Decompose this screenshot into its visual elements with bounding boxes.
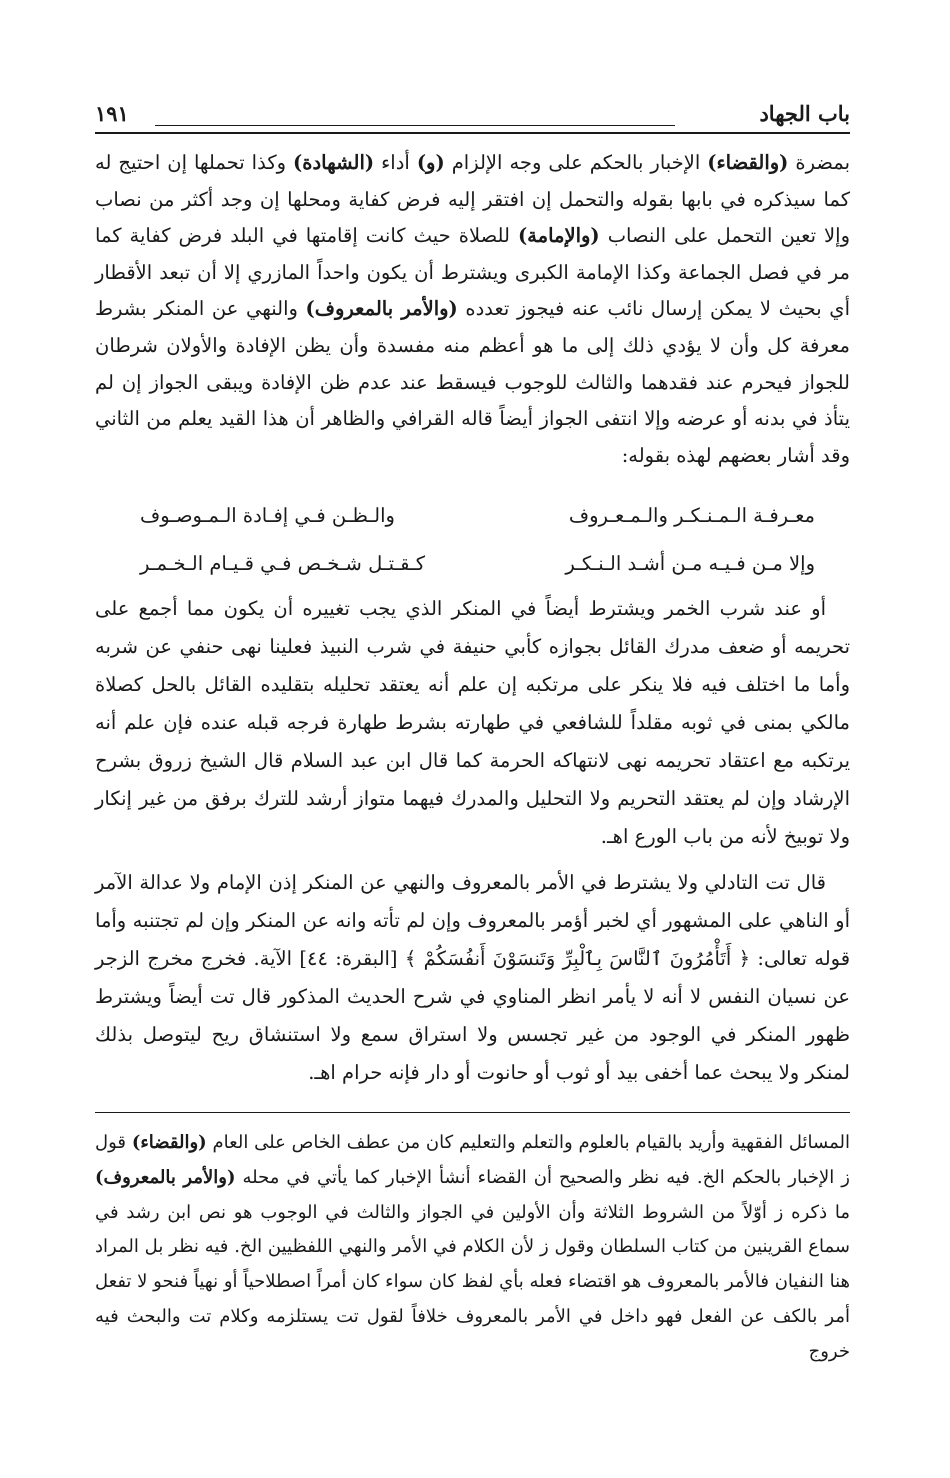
paragraph-2: أو عند شرب الخمر ويشترط أيضاً في المنكر الذي يجب تغييره أن يكون مما أجمع على تحريمه أو ضعف مدرك القائل بجوازه كأبي حنيفة في شرب النبيذ فعلينا نهى حنفي عن شربه وأما ما اختلف فيه فلا ينكر على مرتكبه إن علم أنه يعتقد تحليله بتقليده القائل بالحل كصلاة مالكي بمنى في ثوبه مقلداً للشافعي في طهارته بشرط طهارة فرجه قبله عنده فإن علم أنه يرتكبه مع اعتقاد تحريمه نهى لانتهاكه الحرمة كما قال ابن عبد السلام قال الشيخ زروق بشرح الإرشاد وإن لم يعتقد التحريم ولا التحليل والمدرك فيهما متواز أرشد للترك برفق من غير إنكار ولا توبيخ لأنه من باب الورع اهـ. [95, 597, 850, 848]
paragraph-3 [95, 864, 850, 1092]
keyword-qada: (والقضاء) [707, 151, 789, 174]
main-text [95, 145, 850, 474]
text-run: الإخبار بالحكم على وجه الإلزام [451, 151, 701, 174]
text-run: [البقرة: ٤٤] الآية. فخرج مخرج الزجر عن نسيان النفس لا أنه لا يأمر انظر المناوي في شرح الحديث المذكور قال تت أيضاً ويشترط ظهور المنكر في الوجود من غير تجسس ولا استراق سمع ولا استنشاق ريح ليتوصل بذلك لمنكر ولا يبحث عما أخفى بيد أو ثوب أو حانوت أو دار فإنه حرام اهـ. [95, 947, 850, 1084]
keyword-shahada: (الشهادة) [293, 151, 375, 174]
chapter-title: باب الجهاد [759, 101, 850, 126]
poem-hemistich-right: وإلا مـن فـيـه مـن أشـد الـنـكـر [565, 552, 815, 575]
poem-hemistich-left: كـقـتـل شـخـص فـي قـيـام الـخـمـر [140, 552, 426, 575]
keyword-amr-maruf: (والأمر بالمعروف) [95, 1166, 236, 1188]
text-run: أداء [381, 151, 410, 174]
quran-quote: ﴿ أَتَأْمُرُونَ ٱلنَّاسَ بِٱلْبِرِّ وَتَنسَوْنَ أَنفُسَكُمْ ﴾ [404, 947, 751, 970]
text-run: المسائل الفقهية وأريد بالقيام بالعلوم والتعلم والتعليم كان من عطف الخاص على العام [212, 1132, 850, 1153]
poem-line-2 [140, 546, 815, 582]
keyword-waw: (و) [416, 151, 445, 174]
keyword-qada: (والقضاء) [131, 1132, 207, 1153]
footnote-paragraph [95, 1126, 850, 1370]
running-header [95, 88, 850, 134]
header-rule [155, 125, 675, 126]
keyword-amr-maruf: (والأمر بالمعروف) [305, 297, 458, 321]
text-run: والنهي عن المنكر بشرط معرفة كل وأن لا يؤدي ذلك إلى ما هو أعظم منه مفسدة وأن يظن الإفادة والأولان شرطان للجواز فيحرم عند فقدهما والثالث للوجوب فيسقط عند عدم ظن الإفادة ويبقى الجواز إن لم يتأذ في بدنه أو عرضه وإلا انتفى الجواز أيضاً قاله القرافي والظاهر أن هذا القيد يعلم من الثاني وقد أشار بعضهم لهذه بقوله: [95, 297, 850, 467]
text-run: للصلاة حيث كانت إقامتها في البلد فرض كفاية كما مر في فصل الجماعة وكذا الإمامة الكبرى ويشترط أن يكون واحداً المازري إلا أن تبعد الأقطار أي بحيث لا يمكن إرسال نائب عنه فيجوز تعدده [95, 224, 850, 321]
text-run: ما ذكره ز أوّلاً من الشروط الثلاثة وأن الأولين في الجواز والثالث في الوجوب هو نص ابن رشد في سماع القرينين من كتاب السلطان وقول ز لأن الكلام في الأمر والنهي اللفظيين الخ. فيه نظر بل المراد هنا النفيان فالأمر بالمعروف هو اقتضاء فعله بأي لفظ كان سواء كان أمراً اصطلاحياً أو نهياً فنحو لا تفعل أمر بالكف عن الفعل فهو داخل في الأمر بالمعروف خلافاً لقول تت يستلزمه وكلام تت والبحث فيه خروج [95, 1201, 850, 1362]
text-run: بمضرة [795, 151, 850, 174]
paragraph-1 [95, 145, 850, 474]
main-text-continued [95, 590, 850, 1092]
text-run: وكذا تحملها إن احتيج له كما سيذكره في بابها بقوله والتحمل إن افتقر إليه فرض كفاية ومحلها إن وجد أكثر من نصاب وإلا تعين التحمل على النصاب [95, 151, 851, 248]
poem-hemistich-right: معـرفـة الـمـنـكـر والـمـعـروف [568, 504, 815, 527]
poem-line-1 [140, 498, 815, 534]
poem-hemistich-left: والـظـن فـي إفـادة الـمـوصـوف [140, 504, 395, 527]
page-number: ١٩١ [95, 101, 129, 126]
text-run: قال تت التادلي ولا يشترط في الأمر بالمعروف والنهي عن المنكر إذن الإمام ولا عدالة الآمر أو الناهي على المشهور أي لخبر أؤمر بالمعروف وإن لم تأته وانه عن المنكر وإن لم تجتنبه وأما قوله تعالى: [95, 871, 851, 970]
keyword-imama: (والإمامة) [517, 224, 600, 248]
footnote [95, 1126, 850, 1370]
text-run: قول ز الإخبار بالحكم الخ. فيه نظر والصحيح أن القضاء أنشأ الإخبار كما يأتي في محله [95, 1132, 851, 1188]
footnote-separator [95, 1112, 850, 1113]
